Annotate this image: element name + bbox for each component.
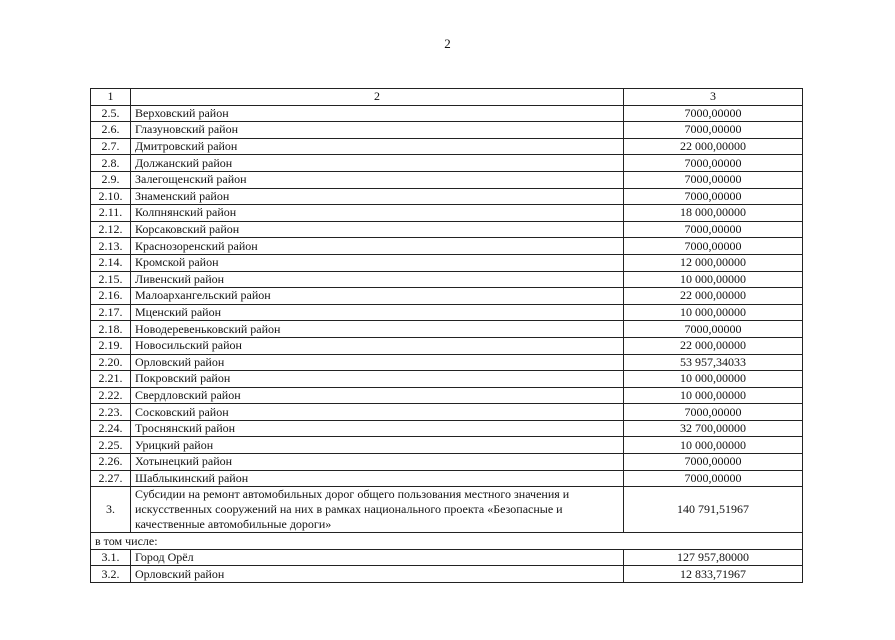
row-number: 2.25. bbox=[91, 437, 131, 454]
including-label: в том числе: bbox=[91, 533, 803, 550]
row-name: Орловский район bbox=[131, 566, 624, 583]
row-name: Кромской район bbox=[131, 254, 624, 271]
table-row bbox=[91, 371, 803, 388]
row-name: Троснянский район bbox=[131, 420, 624, 437]
row-value: 7000,00000 bbox=[624, 155, 803, 172]
row-value: 12 000,00000 bbox=[624, 254, 803, 271]
row-value: 12 833,71967 bbox=[624, 566, 803, 583]
row-name: Новосильский район bbox=[131, 337, 624, 354]
row-name: Мценский район bbox=[131, 304, 624, 321]
row-value: 7000,00000 bbox=[624, 221, 803, 238]
row-name: Должанский район bbox=[131, 155, 624, 172]
table-row bbox=[91, 271, 803, 288]
table-row bbox=[91, 470, 803, 487]
row-number: 2.11. bbox=[91, 205, 131, 222]
table-header-row bbox=[91, 89, 803, 106]
row-name: Глазуновский район bbox=[131, 122, 624, 139]
row-name: Дмитровский район bbox=[131, 138, 624, 155]
row-name: Краснозоренский район bbox=[131, 238, 624, 255]
subsidies-table bbox=[90, 88, 803, 583]
row-number: 3.2. bbox=[91, 566, 131, 583]
row-name: Знаменский район bbox=[131, 188, 624, 205]
row-number: 2.6. bbox=[91, 122, 131, 139]
row-value: 140 791,51967 bbox=[624, 487, 803, 533]
row-name: Шаблыкинский район bbox=[131, 470, 624, 487]
row-number: 3.1. bbox=[91, 549, 131, 566]
section-3-row bbox=[91, 487, 803, 533]
row-name: Верховский район bbox=[131, 105, 624, 122]
row-number: 2.20. bbox=[91, 354, 131, 371]
row-value: 127 957,80000 bbox=[624, 549, 803, 566]
row-name: Сосковский район bbox=[131, 404, 624, 421]
table-row bbox=[91, 122, 803, 139]
row-name: Колпнянский район bbox=[131, 205, 624, 222]
row-value: 10 000,00000 bbox=[624, 437, 803, 454]
table-row bbox=[91, 171, 803, 188]
row-number: 2.12. bbox=[91, 221, 131, 238]
row-name: Ливенский район bbox=[131, 271, 624, 288]
table-row bbox=[91, 437, 803, 454]
table-row bbox=[91, 254, 803, 271]
row-value: 22 000,00000 bbox=[624, 138, 803, 155]
row-number: 2.10. bbox=[91, 188, 131, 205]
table-row bbox=[91, 566, 803, 583]
table-row bbox=[91, 138, 803, 155]
table-row bbox=[91, 105, 803, 122]
row-value: 7000,00000 bbox=[624, 321, 803, 338]
page-number: 2 bbox=[444, 36, 451, 51]
row-number: 2.23. bbox=[91, 404, 131, 421]
row-number: 2.27. bbox=[91, 470, 131, 487]
row-value: 7000,00000 bbox=[624, 470, 803, 487]
row-name: Субсидии на ремонт автомобильных дорог общего пользования местного значения и искусственных сооружений на них в рамках национального проекта «Безопасные и качественные автомобильные дороги» bbox=[131, 487, 624, 533]
table-row bbox=[91, 454, 803, 471]
row-name: Покровский район bbox=[131, 371, 624, 388]
row-value: 22 000,00000 bbox=[624, 337, 803, 354]
row-name: Новодеревеньковский район bbox=[131, 321, 624, 338]
row-number: 2.15. bbox=[91, 271, 131, 288]
table-row bbox=[91, 238, 803, 255]
row-number: 2.7. bbox=[91, 138, 131, 155]
row-number: 2.22. bbox=[91, 387, 131, 404]
row-number: 2.13. bbox=[91, 238, 131, 255]
row-name: Орловский район bbox=[131, 354, 624, 371]
table-row bbox=[91, 188, 803, 205]
row-value: 10 000,00000 bbox=[624, 371, 803, 388]
row-number: 2.26. bbox=[91, 454, 131, 471]
table-row bbox=[91, 387, 803, 404]
header-col-2: 2 bbox=[131, 89, 624, 106]
row-value: 10 000,00000 bbox=[624, 387, 803, 404]
row-number: 2.18. bbox=[91, 321, 131, 338]
row-value: 18 000,00000 bbox=[624, 205, 803, 222]
row-name: Свердловский район bbox=[131, 387, 624, 404]
row-number: 2.16. bbox=[91, 288, 131, 305]
table-row bbox=[91, 304, 803, 321]
table-row bbox=[91, 420, 803, 437]
row-number: 2.19. bbox=[91, 337, 131, 354]
row-name: Залегощенский район bbox=[131, 171, 624, 188]
table-row bbox=[91, 337, 803, 354]
row-value: 7000,00000 bbox=[624, 404, 803, 421]
table-row bbox=[91, 288, 803, 305]
row-value: 10 000,00000 bbox=[624, 271, 803, 288]
row-number: 2.8. bbox=[91, 155, 131, 172]
row-value: 7000,00000 bbox=[624, 171, 803, 188]
row-name: Корсаковский район bbox=[131, 221, 624, 238]
row-number: 2.24. bbox=[91, 420, 131, 437]
row-value: 7000,00000 bbox=[624, 188, 803, 205]
row-value: 7000,00000 bbox=[624, 105, 803, 122]
table-row bbox=[91, 354, 803, 371]
header-col-3: 3 bbox=[624, 89, 803, 106]
row-value: 22 000,00000 bbox=[624, 288, 803, 305]
table-row bbox=[91, 205, 803, 222]
row-name: Хотынецкий район bbox=[131, 454, 624, 471]
row-value: 10 000,00000 bbox=[624, 304, 803, 321]
row-name: Урицкий район bbox=[131, 437, 624, 454]
row-name: Город Орёл bbox=[131, 549, 624, 566]
header-col-1: 1 bbox=[91, 89, 131, 106]
row-name: Малоархангельский район bbox=[131, 288, 624, 305]
row-number: 2.5. bbox=[91, 105, 131, 122]
row-value: 7000,00000 bbox=[624, 454, 803, 471]
row-value: 7000,00000 bbox=[624, 122, 803, 139]
table-row bbox=[91, 549, 803, 566]
table-row bbox=[91, 221, 803, 238]
row-number: 2.17. bbox=[91, 304, 131, 321]
table-row bbox=[91, 321, 803, 338]
row-number: 3. bbox=[91, 487, 131, 533]
row-number: 2.21. bbox=[91, 371, 131, 388]
row-number: 2.9. bbox=[91, 171, 131, 188]
table-row bbox=[91, 404, 803, 421]
row-number: 2.14. bbox=[91, 254, 131, 271]
row-value: 53 957,34033 bbox=[624, 354, 803, 371]
table-row bbox=[91, 155, 803, 172]
including-row bbox=[91, 533, 803, 550]
row-value: 7000,00000 bbox=[624, 238, 803, 255]
row-value: 32 700,00000 bbox=[624, 420, 803, 437]
